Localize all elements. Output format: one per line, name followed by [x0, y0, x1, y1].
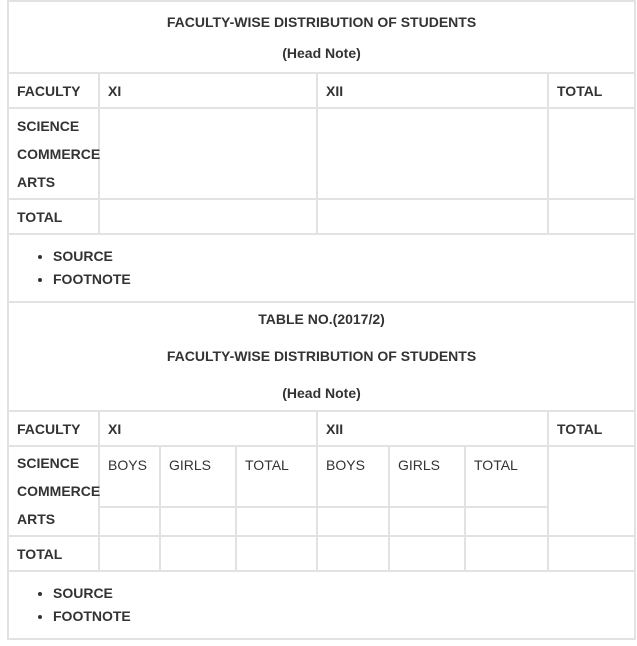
cell-total-xi-girls: [160, 536, 236, 571]
cell-total-total: [548, 199, 635, 234]
faculty-science: SCIENCE: [17, 117, 80, 134]
cell-xi-girls: [160, 507, 236, 536]
cell-total: [548, 108, 635, 199]
cell-total-xii-boys: [317, 536, 389, 571]
note-footnote: • FOOTNOTE: [53, 605, 626, 628]
faculty-distribution-table-2: [7, 301, 636, 640]
header-faculty: FACULTY: [8, 411, 99, 446]
notes-cell: [8, 234, 635, 302]
cell-total-total: [548, 536, 635, 571]
header-faculty: FACULTY: [8, 73, 99, 108]
cell-xi-boys: [99, 507, 160, 536]
faculty-arts: ARTS: [17, 173, 56, 190]
cell-xii: [317, 108, 548, 199]
cell-xi-total: [236, 507, 317, 536]
cell-total-xi-boys: [99, 536, 160, 571]
table-title: FACULTY-WISE DISTRIBUTION OF STUDENTS: [8, 337, 635, 375]
header-total: TOTAL: [548, 411, 635, 446]
note-footnote: • FOOTNOTE: [53, 268, 626, 291]
row-total-label: TOTAL: [8, 536, 99, 571]
note-source: • SOURCE: [53, 245, 626, 268]
table-number: TABLE NO.(2017/2): [8, 301, 635, 337]
subheader-xi-boys: BOYS: [99, 446, 160, 507]
header-xii: XII: [317, 411, 548, 446]
cell-total-xii: [317, 199, 548, 234]
notes-cell: [8, 571, 635, 639]
faculty-distribution-table-1: [7, 0, 636, 303]
cell-xii-girls: [389, 507, 465, 536]
header-total: TOTAL: [548, 73, 635, 108]
note-source: • SOURCE: [53, 582, 626, 605]
faculty-arts: ARTS: [17, 511, 56, 527]
subheader-xi-girls: GIRLS: [160, 446, 236, 507]
cell-total-xii-girls: [389, 536, 465, 571]
cell-xii-boys: [317, 507, 389, 536]
subheader-xii-boys: BOYS: [317, 446, 389, 507]
faculty-list: [8, 108, 99, 199]
faculty-list: [8, 446, 99, 536]
cell-total-xi: [99, 199, 317, 234]
subheader-xii-girls: GIRLS: [389, 446, 465, 507]
header-xi: XI: [99, 411, 317, 446]
head-note: (Head Note): [8, 375, 635, 411]
head-note: (Head Note): [8, 38, 635, 73]
notes-list: [17, 582, 626, 628]
header-xii: XII: [317, 73, 548, 108]
cell-total: [548, 446, 635, 536]
faculty-commerce: COMMERCE: [17, 145, 101, 162]
cell-total-xi-total: [236, 536, 317, 571]
cell-xi: [99, 108, 317, 199]
cell-xii-total: [465, 507, 548, 536]
row-total-label: TOTAL: [8, 199, 99, 234]
subheader-xi-total: TOTAL: [236, 446, 317, 507]
faculty-science: SCIENCE: [17, 455, 80, 471]
table-title: FACULTY-WISE DISTRIBUTION OF STUDENTS: [8, 1, 635, 38]
notes-list: [17, 245, 626, 291]
header-xi: XI: [99, 73, 317, 108]
cell-total-xii-total: [465, 536, 548, 571]
faculty-commerce: COMMERCE: [17, 483, 101, 499]
subheader-xii-total: TOTAL: [465, 446, 548, 507]
